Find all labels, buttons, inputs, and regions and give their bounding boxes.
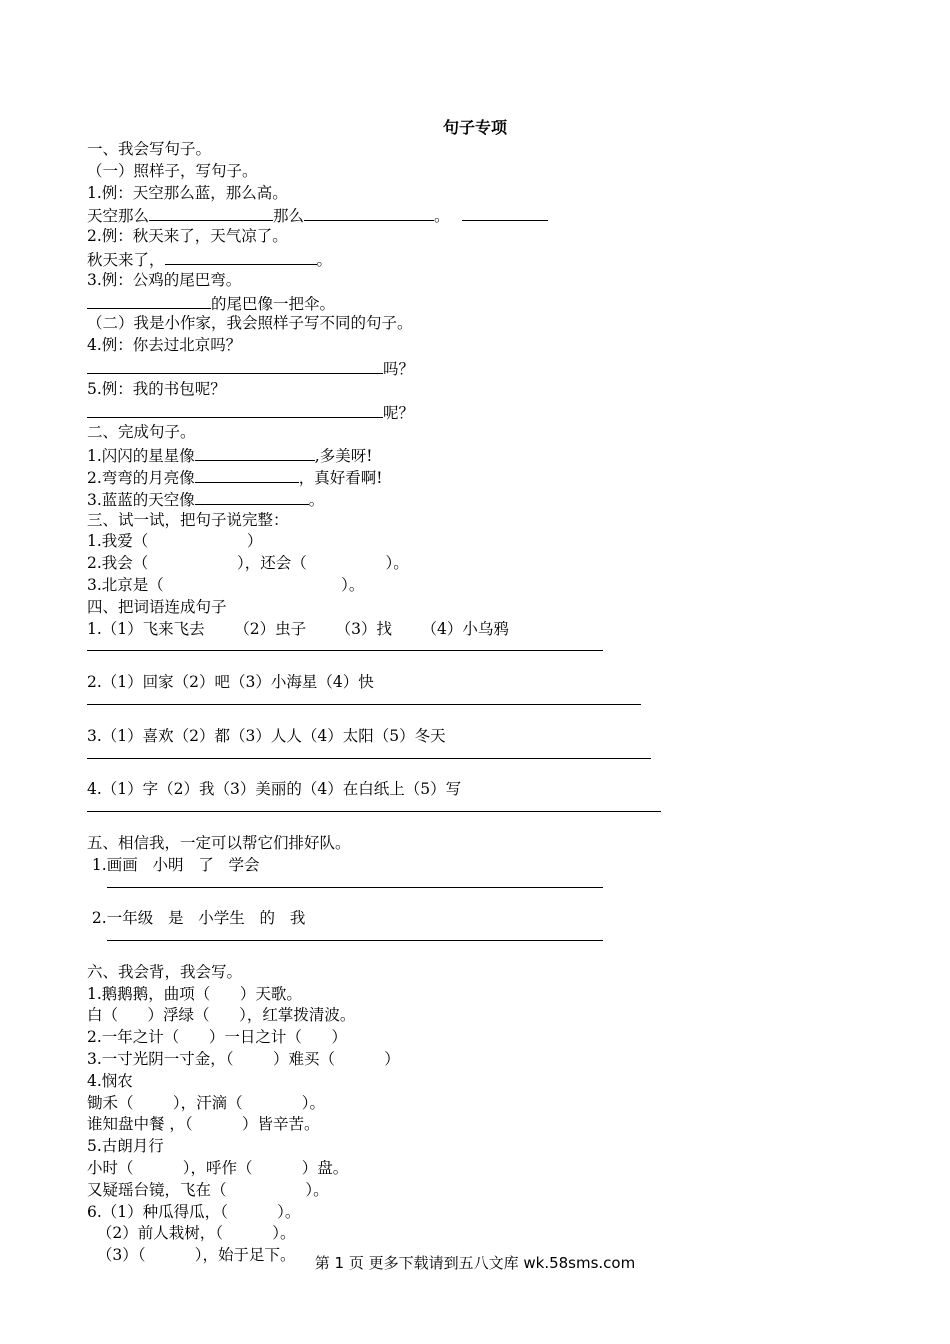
- s1-q1-example: 1.例：天空那么蓝，那么高。: [87, 183, 288, 202]
- s2-q2-text-a: 2.弯弯的月亮像: [87, 468, 195, 487]
- answer-blank[interactable]: [462, 204, 548, 221]
- s4-q3-answer-line[interactable]: [87, 758, 727, 780]
- s4-q2-answer-line[interactable]: [87, 704, 727, 726]
- s5-q2: 2.一年级 是 小学生 的 我: [87, 909, 306, 928]
- s5-q2-answer-line[interactable]: [87, 940, 727, 962]
- s6-line: 白（ ）浮绿（ ），红掌拨清波。: [87, 1006, 356, 1025]
- s1-q1-answer-line: [87, 204, 727, 226]
- s6-line: 锄禾（ ），汗滴（ ）。: [87, 1093, 326, 1112]
- s6-line: 2.一年之计（ ）一日之计（ ）: [87, 1028, 347, 1047]
- s5-q1: 1.画画 小明 了 学会: [87, 855, 260, 874]
- s1-q5-example: 5.例：我的书包呢？: [87, 379, 226, 398]
- answer-blank[interactable]: [195, 444, 315, 461]
- s6-line: 小时（ ），呼作（ ）盘。: [87, 1159, 349, 1178]
- s6-line: 5.古朗月行: [87, 1137, 164, 1156]
- s2-q2-text-b: ，真好看啊!: [298, 468, 383, 487]
- s1-q5-end: 呢？: [383, 403, 415, 422]
- s2-q1-text-b: ,多美呀!: [314, 447, 373, 466]
- s6-line: 4.悯农: [87, 1071, 133, 1090]
- s2-q1: [87, 444, 727, 466]
- s3-q3: 3.北京是（ ）。: [87, 575, 365, 594]
- s6-line: 谁知盘中餐 ，（ ）皆辛苦。: [87, 1115, 320, 1134]
- s4-q4: 4.（1）字（2）我（3）美丽的（4）在白纸上（5）写: [87, 780, 462, 799]
- section-2-heading: 二、完成句子。: [87, 423, 196, 442]
- s6-line: （3）（ ），始于足下。: [87, 1246, 296, 1265]
- page-footer: 第 1 页 更多下载请到五八文库 wk.58sms.com: [314, 1254, 636, 1272]
- answer-blank[interactable]: [87, 401, 383, 418]
- section-6-heading: 六、我会背，我会写。: [87, 962, 243, 981]
- answer-blank[interactable]: [195, 488, 309, 505]
- answer-blank[interactable]: [87, 292, 211, 309]
- section-1-sub-2: （二）我是小作家，我会照样子写不同的句子。: [87, 314, 413, 333]
- worksheet-body: [87, 139, 727, 1267]
- s3-q1: 1.我爱（ ）: [87, 532, 263, 551]
- s3-q2: 2.我会（ ），还会（ ）。: [87, 554, 409, 573]
- s6-line: 3.一寸光阴一寸金，（ ）难买（ ）: [87, 1050, 400, 1069]
- page-title: 句子专项: [442, 118, 507, 137]
- s1-q1-text-b: 那么: [273, 207, 305, 226]
- section-3-heading: 三、试一试，把句子说完整：: [87, 510, 289, 529]
- answer-blank[interactable]: [149, 204, 273, 221]
- answer-blank[interactable]: [304, 204, 434, 221]
- s6-line: 6.（1）种瓜得瓜，（ ）。: [87, 1202, 301, 1221]
- s2-q3-text-a: 3.蓝蓝的天空像: [87, 490, 195, 509]
- section-5-heading: 五、相信我，一定可以帮它们排好队。: [87, 833, 351, 852]
- answer-blank[interactable]: [195, 466, 299, 483]
- s6-line: 又疑瑶台镜，飞在（ ）。: [87, 1180, 329, 1199]
- s1-q2-example: 2.例：秋天来了，天气凉了。: [87, 227, 288, 246]
- s1-q1-text-c: 。: [434, 207, 450, 226]
- section-1-sub-1: （一）照样子，写句子。: [87, 161, 258, 180]
- s4-q2: 2.（1）回家（2）吧（3）小海星（4）快: [87, 673, 374, 692]
- s6-line: 1.鹅鹅鹅，曲项（ ）天歌。: [87, 984, 302, 1003]
- s2-q2: [87, 466, 727, 488]
- s6-line: （2）前人栽树，（ ）。: [87, 1224, 296, 1243]
- s1-q4-end: 吗？: [383, 359, 415, 378]
- s1-q5-answer-line: [87, 401, 727, 423]
- answer-blank[interactable]: [165, 248, 317, 265]
- s5-q1-answer-line[interactable]: [87, 887, 727, 909]
- s1-q3-example: 3.例：公鸡的尾巴弯。: [87, 270, 242, 289]
- section-1-heading: 一、我会写句子。: [87, 140, 212, 158]
- s1-q3-answer-line: [87, 292, 727, 314]
- s2-q1-text-a: 1.闪闪的星星像: [87, 447, 195, 466]
- s1-q3-text-a: 的尾巴像一把伞。: [211, 294, 336, 313]
- s1-q2-text-b: 。: [316, 250, 333, 269]
- s4-q1-answer-line[interactable]: [87, 650, 727, 672]
- section-4-heading: 四、把词语连成句子: [87, 597, 227, 616]
- s4-q3: 3.（1）喜欢（2）都（3）人人（4）太阳（5）冬天: [87, 726, 446, 745]
- answer-blank[interactable]: [87, 357, 383, 374]
- s2-q3: [87, 488, 727, 510]
- s4-q1: 1.（1）飞来飞去 （2）虫子 （3）找 （4）小乌鸦: [87, 619, 509, 638]
- s1-q2-text-a: 秋天来了，: [87, 250, 165, 269]
- s1-q4-answer-line: [87, 357, 727, 379]
- s1-q2-answer-line: [87, 248, 727, 270]
- s1-q4-example: 4.例：你去过北京吗？: [87, 336, 242, 355]
- s2-q3-text-b: 。: [308, 490, 325, 509]
- s1-q1-text-a: 天空那么: [87, 207, 150, 226]
- s4-q4-answer-line[interactable]: [87, 811, 727, 833]
